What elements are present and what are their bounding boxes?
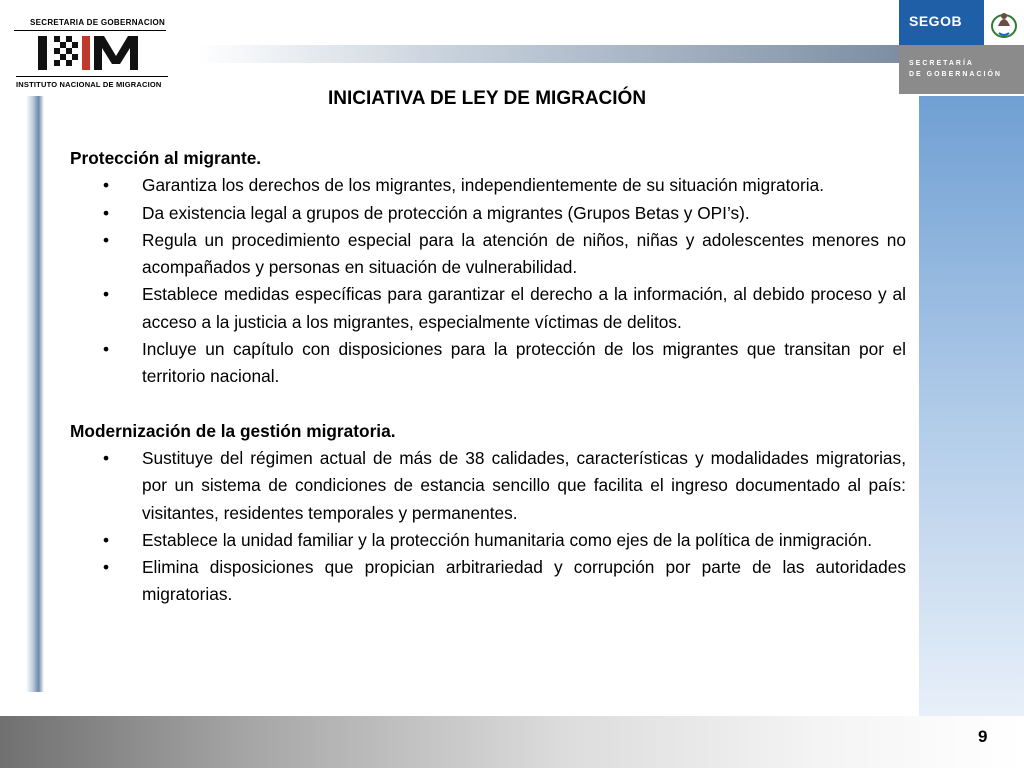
list-item <box>70 336 906 391</box>
left-decorative-bar <box>26 96 44 692</box>
list-item <box>70 200 906 227</box>
list-item-text: Garantiza los derechos de los migrantes, independientemente de su situación migratoria. <box>142 175 825 196</box>
segob-logo <box>899 0 1024 94</box>
list-item <box>70 281 906 336</box>
page-number: 9 <box>978 727 988 746</box>
bullet-icon: • <box>103 339 110 360</box>
segob-subtitle-line2: DE GOBERNACIÓN <box>909 71 1002 78</box>
right-decorative-band <box>919 96 1024 718</box>
bullet-icon: • <box>103 202 110 223</box>
section-spacer <box>70 391 906 418</box>
bullet-icon: • <box>103 447 110 468</box>
list-item-text: Elimina disposiciones que propician arbitrariedad y corrupción por parte de las autoridades migratorias. <box>142 557 906 605</box>
slide-title: INICIATIVA DE LEY DE MIGRACIÓN <box>327 88 647 109</box>
top-decorative-bar <box>197 45 899 63</box>
inm-logo-mark <box>36 32 166 74</box>
list-item-text: Da existencia legal a grupos de protección a migrantes (Grupos Betas y OPI’s). <box>142 202 750 223</box>
list-item <box>70 554 906 609</box>
list-item <box>70 527 906 554</box>
bullet-list-proteccion <box>70 172 906 390</box>
inm-logo <box>14 18 169 90</box>
bottom-decorative-bar <box>0 716 1024 768</box>
bullet-icon: • <box>103 529 110 550</box>
list-item-text: Establece medidas específicas para garantizar el derecho a la información, al debido proceso y al acceso a la justicia a los migrantes, especialmente víctimas de delitos. <box>142 284 906 332</box>
list-item-text: Sustituye del régimen actual de más de 38 calidades, características y modalidades migratorias, por un sistema de condiciones de estancia sencillo que facilita el ingreso documentado al país: visitantes, residentes temporales y permanentes. <box>142 447 906 523</box>
segob-name: SEGOB <box>899 0 984 45</box>
list-item-text: Establece la unidad familiar y la protección humanitaria como ejes de la política de inmigración. <box>142 529 873 550</box>
section-heading-proteccion: Protección al migrante. <box>70 148 262 168</box>
list-item <box>70 227 906 282</box>
list-item-text: Incluye un capítulo con disposiciones para la protección de los migrantes que transitan por el territorio nacional. <box>142 339 906 387</box>
bullet-list-modernizacion <box>70 445 906 609</box>
section-heading-modernizacion: Modernización de la gestión migratoria. <box>70 420 396 441</box>
list-item <box>70 445 906 527</box>
inm-logo-bottom-text: INSTITUTO NACIONAL DE MIGRACION <box>16 76 168 89</box>
slide-content <box>70 145 906 609</box>
bullet-icon: • <box>103 557 110 578</box>
bullet-icon: • <box>103 175 110 196</box>
bullet-icon: • <box>103 284 110 305</box>
segob-subtitle-line1: SECRETARÍA <box>909 60 974 67</box>
segob-subtitle <box>909 58 1002 80</box>
mexico-coat-of-arms-icon <box>984 0 1024 45</box>
list-item <box>70 172 906 199</box>
bullet-icon: • <box>103 229 110 250</box>
inm-logo-top-text: SECRETARIA DE GOBERNACION <box>14 18 166 31</box>
list-item-text: Regula un procedimiento especial para la atención de niños, niñas y adolescentes menores no acompañados y personas en situación de vulnerabilidad. <box>142 229 906 278</box>
